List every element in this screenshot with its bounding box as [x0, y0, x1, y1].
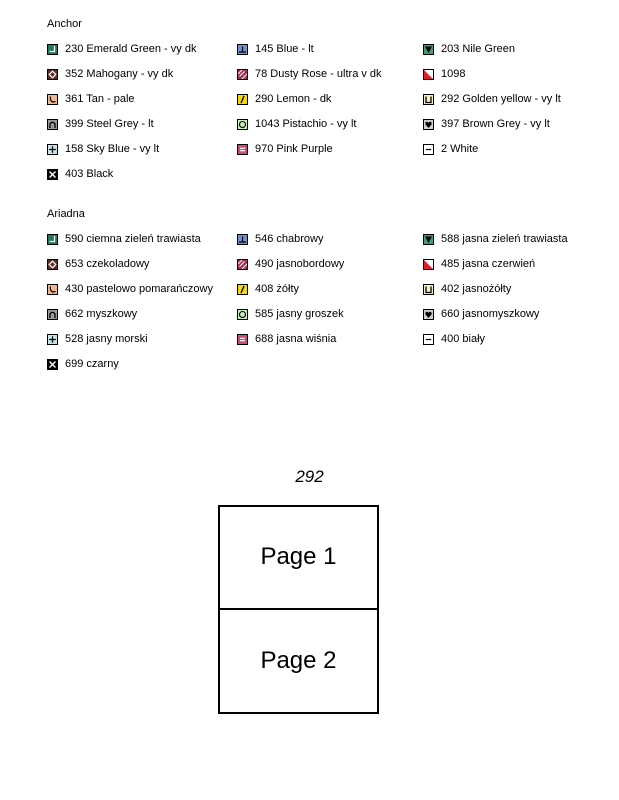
color-swatch-icon — [237, 284, 248, 295]
color-swatch-icon — [47, 334, 58, 345]
color-swatch-icon — [423, 94, 434, 105]
legend-item — [47, 357, 119, 371]
legend-item — [47, 117, 154, 131]
legend-item — [47, 232, 201, 246]
color-swatch-icon — [47, 284, 58, 295]
legend-item-label: 203 Nile Green — [441, 43, 515, 55]
legend-item-label: 546 chabrowy — [255, 233, 324, 245]
legend-item-label: 590 ciemna zieleń trawiasta — [65, 233, 201, 245]
legend-item-label: 400 biały — [441, 333, 486, 345]
color-swatch-icon — [423, 144, 434, 155]
legend-item-label: 588 jasna zieleń trawiasta — [441, 233, 568, 245]
legend-item-label: 490 jasnobordowy — [255, 258, 345, 270]
color-swatch-icon — [423, 309, 434, 320]
legend-item-label: 2 White — [441, 143, 479, 155]
legend-item-label: 970 Pink Purple — [255, 143, 333, 155]
color-swatch-icon — [237, 94, 248, 105]
color-swatch-icon — [237, 309, 248, 320]
color-swatch-icon — [423, 334, 434, 345]
legend-item — [423, 92, 561, 106]
color-swatch-icon — [237, 119, 248, 130]
legend-item-label: 528 jasny morski — [65, 333, 148, 345]
legend-item-label: 660 jasnomyszkowy — [441, 308, 540, 320]
legend-item-label: 585 jasny groszek — [255, 308, 344, 320]
legend-item — [237, 257, 344, 271]
legend-item-label: 688 jasna wiśnia — [255, 333, 337, 345]
color-swatch-icon — [423, 284, 434, 295]
legend-item-label: 292 Golden yellow - vy lt — [441, 93, 561, 105]
legend-item-label: 408 żółty — [255, 283, 300, 295]
color-swatch-icon — [47, 94, 58, 105]
legend-item — [237, 142, 333, 156]
legend-item — [47, 307, 137, 321]
color-swatch-icon — [423, 234, 434, 245]
color-swatch-icon — [423, 119, 434, 130]
legend-item-label: 430 pastelowo pomarańczowy — [65, 283, 213, 295]
color-swatch-icon — [47, 169, 58, 180]
legend-item-label: 397 Brown Grey - vy lt — [441, 118, 550, 130]
legend-item-label: 699 czarny — [65, 358, 119, 370]
legend-item — [47, 67, 173, 81]
legend-item-label: 403 Black — [65, 168, 114, 180]
legend-item — [423, 232, 568, 246]
color-swatch-icon — [423, 259, 434, 270]
legend-item-label: 399 Steel Grey - lt — [65, 118, 154, 130]
color-swatch-icon — [47, 309, 58, 320]
color-swatch-icon — [237, 234, 248, 245]
legend-item — [237, 307, 344, 321]
legend-item — [47, 257, 149, 271]
legend-item — [423, 117, 550, 131]
legend-item — [423, 257, 535, 271]
legend-item-label: 361 Tan - pale — [65, 93, 135, 105]
color-swatch-icon — [423, 69, 434, 80]
legend-item — [423, 282, 511, 296]
color-swatch-icon — [47, 234, 58, 245]
legend-item-label: 1098 — [441, 68, 466, 80]
legend-item — [423, 332, 485, 346]
legend-item — [423, 307, 539, 321]
legend-item — [47, 332, 148, 346]
legend-item-label: 78 Dusty Rose - ultra v dk — [255, 68, 382, 80]
legend-item — [47, 167, 113, 181]
section-title-ariadna: Ariadna — [47, 208, 85, 220]
color-swatch-icon — [47, 44, 58, 55]
color-swatch-icon — [47, 359, 58, 370]
color-swatch-icon — [47, 144, 58, 155]
page-number: 292 — [295, 467, 324, 486]
legend-item-label: 290 Lemon - dk — [255, 93, 332, 105]
legend-item — [423, 67, 465, 81]
legend-item-label: 662 myszkowy — [65, 308, 138, 320]
legend-item — [47, 282, 213, 296]
page-layout-diagram — [218, 505, 379, 714]
color-swatch-icon — [237, 259, 248, 270]
legend-item-label: 402 jasnożółty — [441, 283, 512, 295]
color-swatch-icon — [423, 44, 434, 55]
color-swatch-icon — [237, 144, 248, 155]
legend-item — [237, 282, 299, 296]
legend-item-label: 158 Sky Blue - vy lt — [65, 143, 160, 155]
legend-item — [47, 142, 159, 156]
legend-item-label: 230 Emerald Green - vy dk — [65, 43, 197, 55]
legend-item — [47, 92, 135, 106]
legend-item-label: 485 jasna czerwień — [441, 258, 536, 270]
legend-item-label: 352 Mahogany - vy dk — [65, 68, 174, 80]
color-swatch-icon — [237, 334, 248, 345]
legend-item — [237, 67, 382, 81]
legend-item — [423, 42, 515, 56]
color-swatch-icon — [47, 119, 58, 130]
legend-item-label: 653 czekoladowy — [65, 258, 150, 270]
legend-item — [237, 332, 336, 346]
page-1-cell: Page 1 — [220, 507, 377, 610]
legend-item — [237, 117, 357, 131]
page-2-cell: Page 2 — [260, 646, 337, 674]
legend-item-label: 1043 Pistachio - vy lt — [255, 118, 357, 130]
section-title-anchor: Anchor — [47, 18, 82, 30]
color-swatch-icon — [47, 69, 58, 80]
color-swatch-icon — [237, 69, 248, 80]
color-swatch-icon — [237, 44, 248, 55]
legend-item — [47, 42, 196, 56]
legend-item-label: 145 Blue - lt — [255, 43, 314, 55]
legend-item — [237, 42, 314, 56]
legend-item — [237, 92, 331, 106]
color-swatch-icon — [47, 259, 58, 270]
legend-item — [237, 232, 324, 246]
legend-item — [423, 142, 478, 156]
